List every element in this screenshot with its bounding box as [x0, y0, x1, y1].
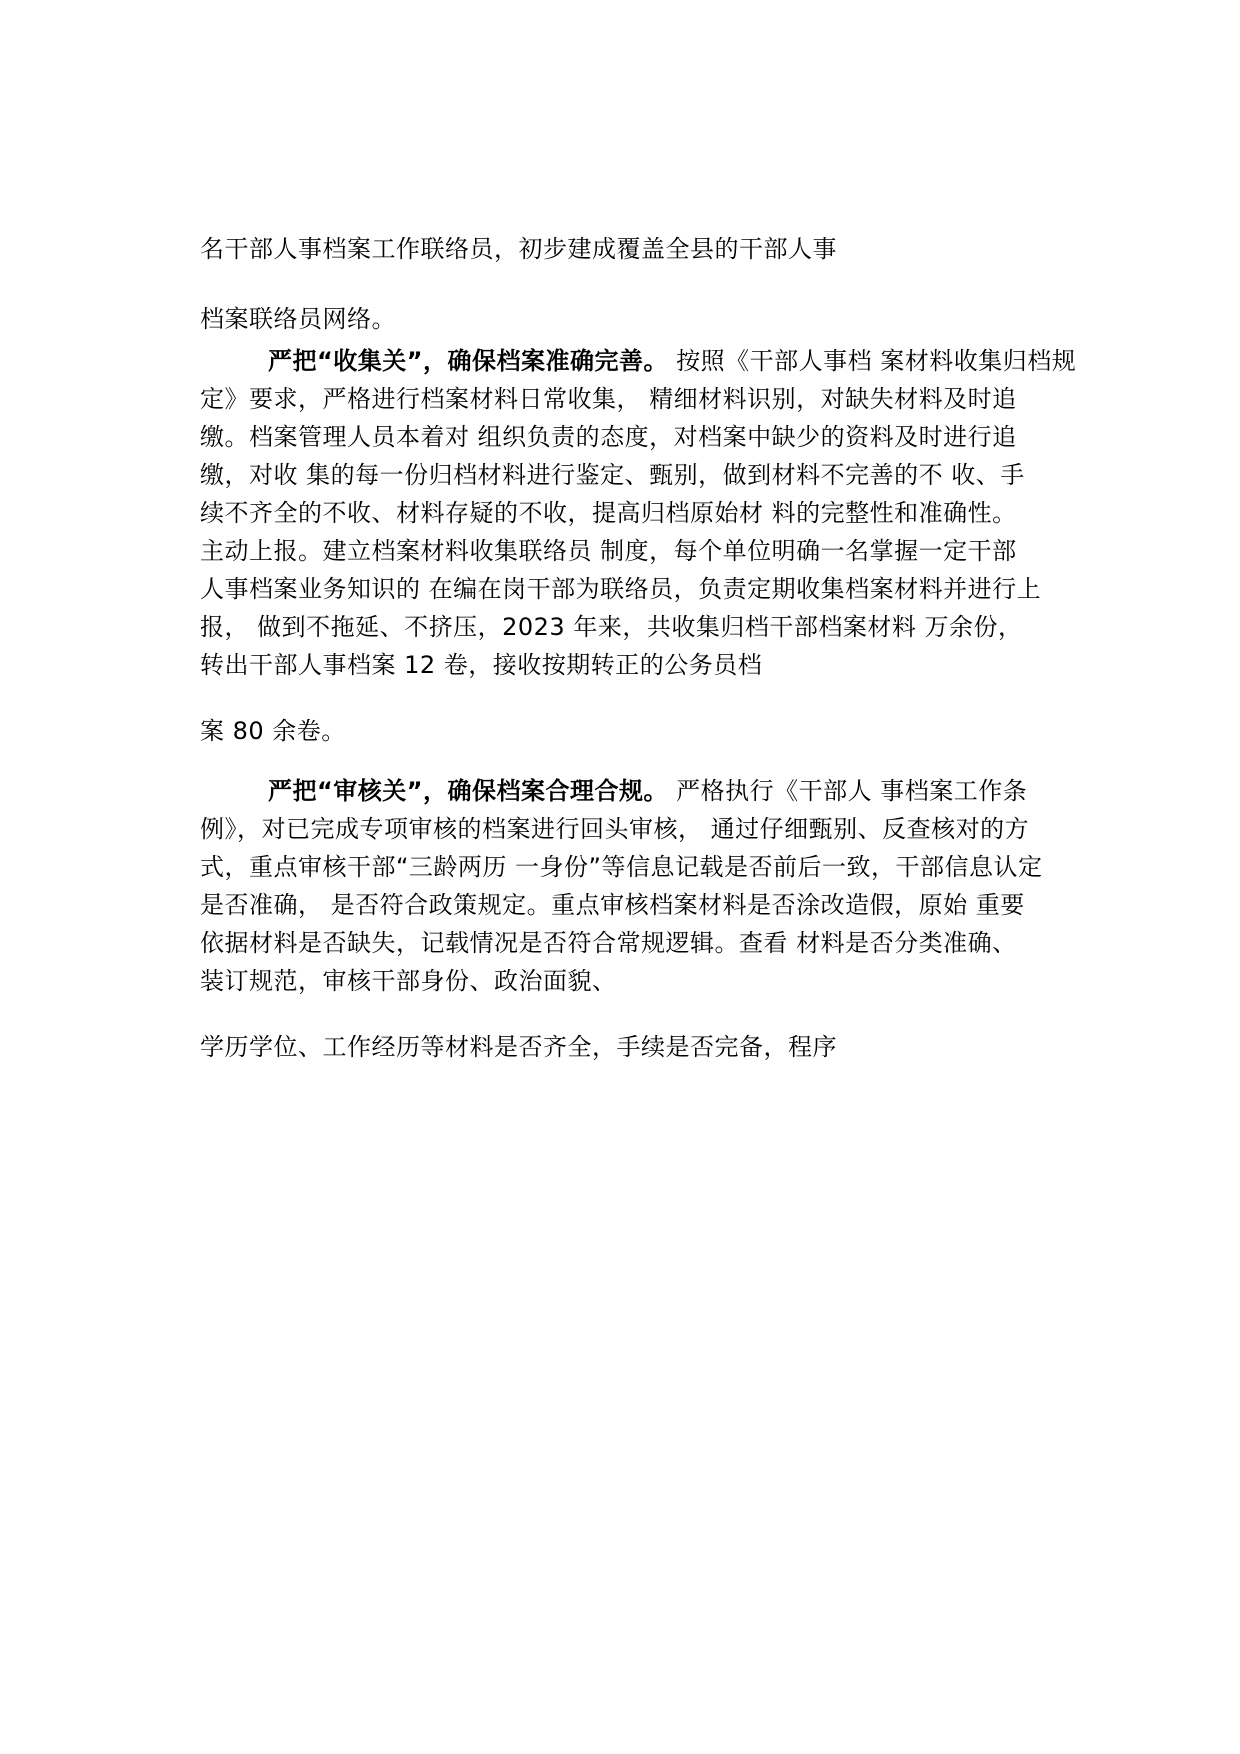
section1-first-line: [268, 346, 1076, 376]
section1-line: 案 80 余卷。: [200, 717, 346, 745]
section2-line: 依据材料是否缺失，记载情况是否符合常规逻辑。查看 材料是否分类准确、: [200, 929, 1017, 957]
section2-first-line: [268, 776, 1027, 806]
section2-line-text: 严格执行《干部人 事档案工作条: [668, 777, 1028, 805]
section1-line: 人事档案业务知识的 在编在岗干部为联络员，负责定期收集档案材料并进行上: [200, 575, 1042, 603]
section1-line-text: 按照《干部人事档 案材料收集归档规: [668, 347, 1077, 375]
section1-heading: 严把“收集关”，确保档案准确完善。: [268, 347, 669, 375]
section1-line: 缴，对收 集的每一份归档材料进行鉴定、甄别，做到材料不完善的不 收、手: [200, 461, 1025, 489]
section1-line: 转出干部人事档案 12 卷，接收按期转正的公务员档: [200, 651, 763, 679]
section1-line: 报， 做到不拖延、不挤压，2023 年来，共收集归档干部档案材料 万余份，: [200, 613, 1023, 641]
section1-line: 定》要求，严格进行档案材料日常收集， 精细材料识别，对缺失材料及时追: [200, 385, 1017, 413]
section2-line: 例》，对已完成专项审核的档案进行回头审核， 通过仔细甄别、反查核对的方: [200, 815, 1030, 843]
section2-line: 是否准确， 是否符合政策规定。重点审核档案材料是否涂改造假，原始 重要: [200, 891, 1025, 919]
section2-line: 学历学位、工作经历等材料是否齐全，手续是否完备，程序: [200, 1033, 837, 1061]
section1-line: 缴。档案管理人员本着对 组织负责的态度，对档案中缺少的资料及时进行追: [200, 423, 1017, 451]
section2-line: 式，重点审核干部“三龄两历 一身份”等信息记载是否前后一致，干部信息认定: [200, 853, 1043, 881]
intro-line-1: 名干部人事档案工作联络员，初步建成覆盖全县的干部人事: [200, 235, 837, 263]
section1-line: 主动上报。建立档案材料收集联络员 制度，每个单位明确一名掌握一定干部: [200, 537, 1017, 565]
intro-line-2: 档案联络员网络。: [200, 305, 396, 333]
section1-line: 续不齐全的不收、材料存疑的不收，提高归档原始材 料的完整性和准确性。: [200, 499, 1017, 527]
section2-heading: 严把“审核关”，确保档案合理合规。: [268, 777, 669, 805]
section2-line: 装订规范，审核干部身份、政治面貌、: [200, 967, 617, 995]
